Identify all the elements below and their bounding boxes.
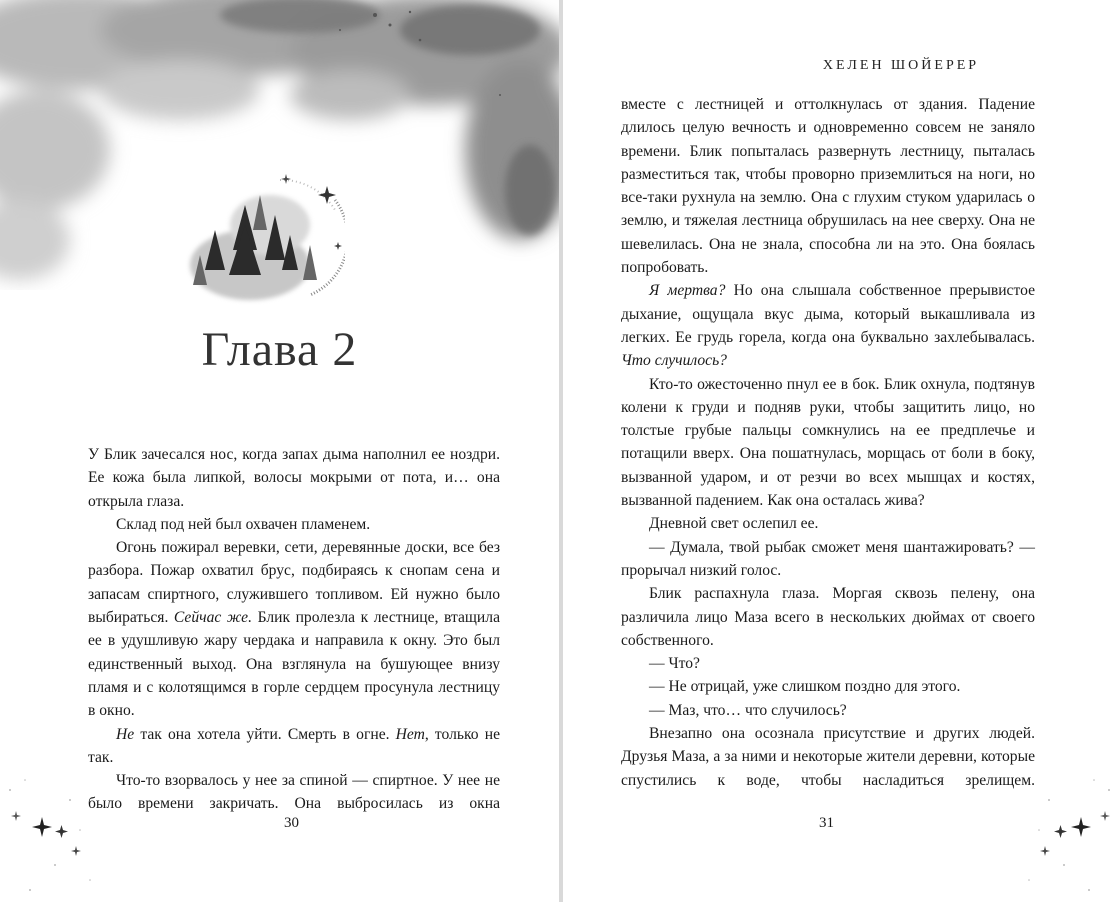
left-page-number: 30 bbox=[284, 815, 299, 831]
right-page-number: 31 bbox=[819, 815, 834, 831]
running-head-author: ХЕЛЕН ШОЙЕРЕР bbox=[822, 58, 980, 73]
left-page-paragraph: У Блик зачесался нос, когда запах дыма наполнил ее ноздри. Ее кожа была липкой, волосы мокрыми от пота, и… она открыла глаза. bbox=[88, 446, 500, 510]
sparkle-stars-icon bbox=[999, 770, 1119, 902]
right-page-paragraph: вместе с лестницей и оттолкнулась от здания. Падение длилось целую вечность и одновременно совсем не заняло времени. Блик попыталась развернуть лестницу, пыталась разместиться так, чтобы проворно приземлиться на ноги, но все-таки рухнула на землю. Она с глухим стуком ударилась о землю, и тяжелая лестница обрушилась на нее сверху. Она не шевелилась. Она не знала, способна ли на это. Она боялась попробовать. bbox=[621, 96, 1035, 277]
forest-moon-emblem-icon bbox=[185, 170, 345, 310]
sparkle-stars-icon bbox=[0, 770, 120, 902]
left-page-body-text bbox=[88, 443, 500, 816]
right-page-paragraph: — Думала, твой рыбак сможет меня шантажировать? — прорычал низкий голос. bbox=[621, 538, 1035, 579]
right-page-body-text bbox=[621, 93, 1035, 792]
right-page-paragraph: — Не отрицай, уже слишком поздно для этого. bbox=[649, 678, 961, 696]
right-page-paragraph: — Что? bbox=[649, 655, 700, 673]
left-page-paragraph: Склад под ней был охвачен пламенем. bbox=[116, 515, 371, 533]
right-page-paragraph: Внезапно она осознала присутствие и других людей. Друзья Маза, а за ними и некоторые жители деревни, которые спустились к воде, чтобы насладиться зрелищем. bbox=[621, 725, 1035, 789]
left-page-paragraph: Огонь пожирал веревки, сети, деревянные доски, все без разбора. Пожар охватил брус, подбираясь к снопам сена и запасам спиртного, служившего топливом. Ей нужно было выбираться. Сейчас же. Блик пролезла к лестнице, втащила ее в удушливую жару чердака и направила к окну. Это был единственный выход. Она взглянула на бушующее внизу пламя и с колотящимся в горле сердцем просунула лестницу в окно. bbox=[88, 539, 500, 720]
right-page-paragraph: Блик распахнула глаза. Моргая сквозь пелену, она различила лицо Маза всего в нескольких дюймах от своего собственного. bbox=[621, 585, 1035, 649]
chapter-title: Глава 2 bbox=[201, 323, 358, 376]
right-page bbox=[563, 0, 1119, 902]
right-page-paragraph: — Маз, что… что случилось? bbox=[649, 701, 847, 719]
left-page bbox=[0, 0, 559, 902]
left-page-paragraph: Не так она хотела уйти. Смерть в огне. Нет, только не так. bbox=[88, 725, 500, 766]
right-page-paragraph: Кто-то ожесточенно пнул ее в бок. Блик охнула, подтянув колени к груди и подняв руки, чтобы защитить лицо, но толстые грубые пальцы сомкнулись на ее предплечье и потащили вверх. Она пошатнулась, морщась от боли в боку, вызванной ударом, и от резчи во всех мышцах и костях, вызванной падением. Как она осталась жива? bbox=[621, 375, 1035, 510]
left-page-paragraph: Что-то взорвалось у нее за спиной — спиртное. У нее не было времени закричать. Она выбросилась из окна bbox=[88, 772, 500, 813]
right-page-paragraph: Дневной свет ослепил ее. bbox=[649, 515, 819, 533]
right-page-paragraph: Я мертва? Но она слышала собственное прерывистое дыхание, ощущала вкус дыма, который выкашливала из легких. Ее грудь горела, когда она буквально захлебывалась. Что случилось? bbox=[621, 282, 1035, 370]
